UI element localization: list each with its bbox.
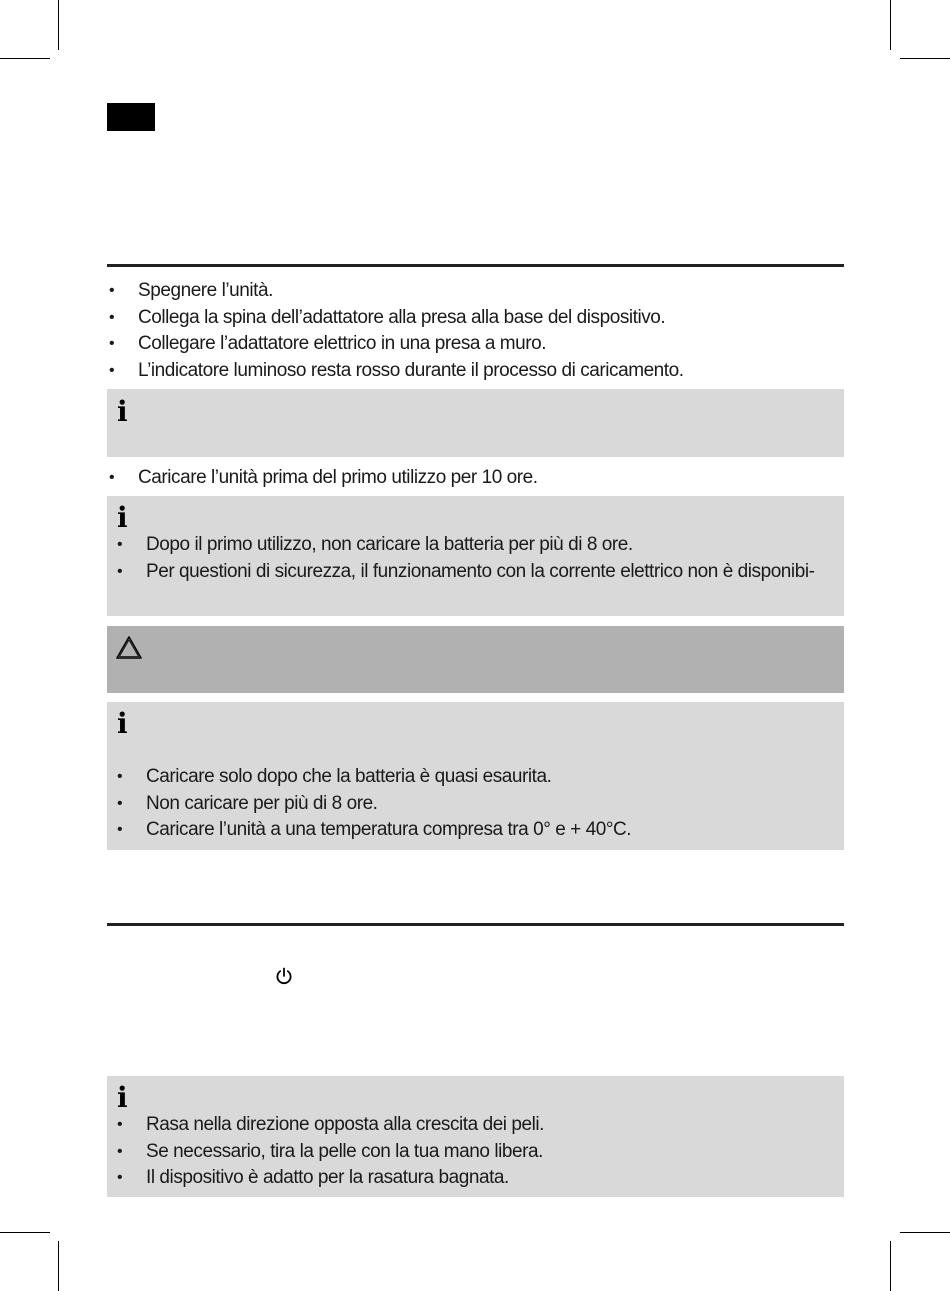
info-note-box [107, 702, 844, 850]
bullet: • [117, 536, 123, 553]
crop-mark [890, 0, 891, 50]
bullet: • [109, 361, 115, 379]
info-icon: i [117, 395, 128, 428]
list-item: • Spegnere l’unità. [107, 278, 844, 305]
bullet: • [117, 562, 123, 580]
bullet: • [109, 469, 115, 486]
bullet: • [117, 1116, 123, 1133]
list-item: • Caricare l’unità a una temperatura compresa tra 0° e + 40°C. [115, 817, 835, 844]
crop-mark [0, 58, 50, 59]
bullet: • [117, 1142, 123, 1160]
section-divider [107, 264, 844, 267]
crop-mark [58, 0, 59, 50]
info-icon: i [117, 707, 128, 740]
list-item: • Rasa nella direzione opposta alla crescita dei peli. [115, 1112, 835, 1139]
charging-steps-list [107, 278, 844, 384]
list-item: • Per questioni di sicurezza, il funzionamento con la corrente elettrico non è disponibi- [115, 559, 835, 586]
battery-note-list [115, 764, 835, 844]
bullet: • [109, 308, 115, 326]
info-note-box [107, 1076, 844, 1197]
crop-mark [890, 1241, 891, 1291]
info-note-box [107, 496, 844, 616]
crop-mark [900, 1232, 950, 1233]
info-note-box [107, 389, 844, 457]
language-tab-block [107, 103, 155, 131]
warning-box [107, 626, 844, 693]
list-item: • Se necessario, tira la pelle con la tua mano libera. [115, 1139, 835, 1166]
crop-mark [900, 58, 950, 59]
list-item: • Caricare l’unità prima del primo utilizzo per 10 ore. [107, 465, 844, 492]
list-item: • L’indicatore luminoso resta rosso durante il processo di caricamento. [107, 358, 844, 385]
crop-mark [58, 1241, 59, 1291]
bullet: • [109, 335, 115, 353]
info-icon: i [117, 1081, 128, 1114]
crop-mark [0, 1232, 50, 1233]
warning-triangle-icon [115, 635, 143, 661]
info-icon: i [117, 501, 128, 534]
bullet: • [109, 282, 115, 299]
bullet: • [117, 768, 123, 785]
list-item: • Il dispositivo è adatto per la rasatura bagnata. [115, 1165, 835, 1192]
after-first-use-list [115, 532, 835, 585]
list-item: • Dopo il primo utilizzo, non caricare la batteria per più di 8 ore. [115, 532, 835, 559]
list-item: • Collega la spina dell’adattatore alla presa alla base del dispositivo. [107, 305, 844, 332]
list-item: • Non caricare per più di 8 ore. [115, 791, 835, 818]
bullet: • [117, 821, 123, 839]
section-divider [107, 923, 844, 926]
bullet: • [117, 794, 123, 812]
power-icon [274, 966, 294, 986]
list-item: • Caricare solo dopo che la batteria è quasi esaurita. [115, 764, 835, 791]
shaving-tips-list [115, 1112, 835, 1192]
bullet: • [117, 1169, 123, 1187]
first-charge-list [107, 465, 844, 492]
list-item: • Collegare l’adattatore elettrico in una presa a muro. [107, 331, 844, 358]
